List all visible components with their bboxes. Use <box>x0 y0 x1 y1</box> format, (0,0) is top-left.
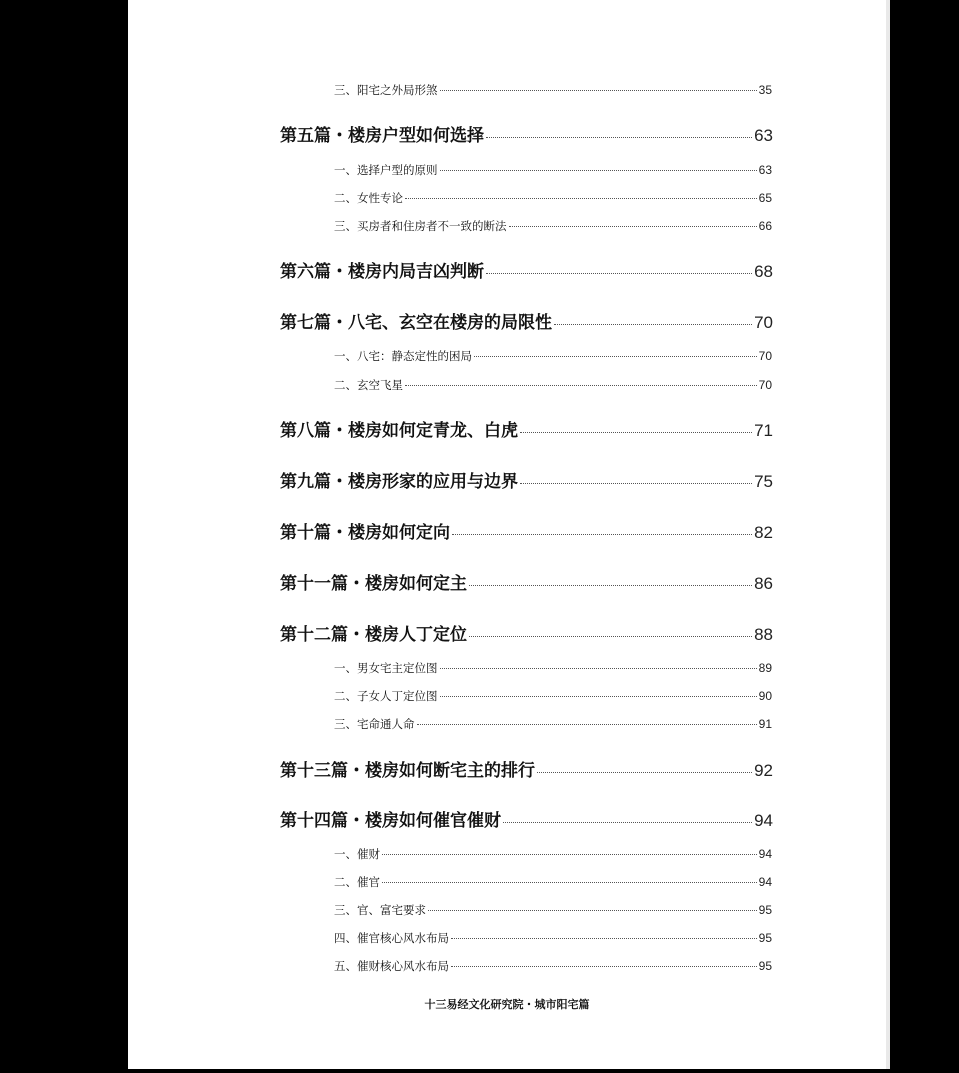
dot-leader <box>554 324 752 325</box>
dot-leader <box>469 636 752 637</box>
toc-entry[interactable] <box>334 930 772 946</box>
toc-chapter-title: 第十二篇・楼房人丁定位 <box>280 625 467 645</box>
toc-entry[interactable] <box>334 348 772 364</box>
dot-leader <box>486 137 752 138</box>
toc-entry-page: 35 <box>758 83 772 97</box>
dot-leader <box>428 910 757 911</box>
dot-leader <box>440 696 757 697</box>
toc-chapter-page: 63 <box>754 126 773 145</box>
toc-chapter-page: 75 <box>754 472 773 491</box>
toc-chapter-title: 第五篇・楼房户型如何选择 <box>280 126 484 146</box>
toc-entry[interactable] <box>334 218 772 234</box>
toc-entry[interactable] <box>334 190 772 206</box>
toc-entry-page: 95 <box>758 959 772 973</box>
dot-leader <box>382 854 757 855</box>
dot-leader <box>486 273 752 274</box>
toc-entry[interactable] <box>334 846 772 862</box>
toc-chapter[interactable] <box>280 308 773 333</box>
toc-entry[interactable] <box>334 958 772 974</box>
toc-chapter-page: 92 <box>754 761 773 780</box>
dot-leader <box>451 966 757 967</box>
dot-leader <box>520 432 752 433</box>
page-edge <box>886 0 890 1069</box>
toc-entry[interactable] <box>334 377 772 393</box>
toc-chapter-page: 71 <box>754 421 773 440</box>
toc-entry-page: 89 <box>758 661 772 675</box>
dot-leader <box>452 534 752 535</box>
toc-entry[interactable] <box>334 874 772 890</box>
toc-chapter[interactable] <box>280 620 773 645</box>
toc-entry-title: 一、八宅：静态定性的困局 <box>334 349 472 363</box>
toc-entry-title: 一、催财 <box>334 847 380 861</box>
toc-chapter-title: 第十篇・楼房如何定向 <box>280 523 450 543</box>
toc-entry-page: 94 <box>758 875 772 889</box>
toc-entry-title: 四、催官核心风水布局 <box>334 931 449 945</box>
toc-chapter[interactable] <box>280 518 773 543</box>
toc-chapter-page: 68 <box>754 262 773 281</box>
toc-chapter[interactable] <box>280 806 773 831</box>
toc-chapter-title: 第七篇・八宅、玄空在楼房的局限性 <box>280 313 552 333</box>
toc-entry-title: 三、阳宅之外局形煞 <box>334 83 438 97</box>
toc-entry[interactable] <box>334 716 772 732</box>
toc-chapter-title: 第十一篇・楼房如何定主 <box>280 574 467 594</box>
document-page <box>128 0 886 1069</box>
toc-chapter-title: 第十四篇・楼房如何催官催财 <box>280 811 501 831</box>
toc-entry-page: 70 <box>758 378 772 392</box>
toc-chapter-title: 第十三篇・楼房如何断宅主的排行 <box>280 761 535 781</box>
toc-chapter-page: 70 <box>754 313 773 332</box>
toc-chapter[interactable] <box>280 467 773 492</box>
toc-entry-title: 二、女性专论 <box>334 191 403 205</box>
toc-entry-title: 二、玄空飞星 <box>334 378 403 392</box>
toc-chapter[interactable] <box>280 121 773 146</box>
toc-entry-title: 三、官、富宅要求 <box>334 903 426 917</box>
toc-chapter-page: 94 <box>754 811 773 830</box>
dot-leader <box>474 356 757 357</box>
dot-leader <box>509 226 757 227</box>
dot-leader <box>405 198 757 199</box>
toc-entry[interactable] <box>334 82 772 98</box>
toc-chapter-page: 88 <box>754 625 773 644</box>
dot-leader <box>382 882 757 883</box>
dot-leader <box>537 772 752 773</box>
dot-leader <box>469 585 752 586</box>
toc-entry-title: 五、催财核心风水布局 <box>334 959 449 973</box>
toc-chapter[interactable] <box>280 569 773 594</box>
dot-leader <box>440 90 757 91</box>
dot-leader <box>520 483 752 484</box>
page-footer: 十三易经文化研究院・城市阳宅篇 <box>424 998 590 1011</box>
table-of-contents <box>128 0 886 1069</box>
toc-chapter-page: 82 <box>754 523 773 542</box>
toc-chapter-title: 第八篇・楼房如何定青龙、白虎 <box>280 421 518 441</box>
toc-entry-title: 三、买房者和住房者不一致的断法 <box>334 219 507 233</box>
toc-entry[interactable] <box>334 162 772 178</box>
dot-leader <box>405 385 757 386</box>
dot-leader <box>440 170 757 171</box>
toc-chapter-title: 第六篇・楼房内局吉凶判断 <box>280 262 484 282</box>
toc-entry-page: 70 <box>758 349 772 363</box>
toc-entry-page: 95 <box>758 903 772 917</box>
toc-entry-page: 63 <box>758 163 772 177</box>
dot-leader <box>451 938 757 939</box>
dot-leader <box>440 668 757 669</box>
toc-entry-page: 91 <box>758 717 772 731</box>
toc-entry[interactable] <box>334 660 772 676</box>
toc-entry-title: 一、男女宅主定位图 <box>334 661 438 675</box>
toc-chapter-page: 86 <box>754 574 773 593</box>
toc-entry-title: 二、子女人丁定位图 <box>334 689 438 703</box>
toc-chapter[interactable] <box>280 416 773 441</box>
toc-chapter[interactable] <box>280 756 773 781</box>
toc-entry[interactable] <box>334 902 772 918</box>
dot-leader <box>503 822 752 823</box>
toc-chapter[interactable] <box>280 257 773 282</box>
toc-entry-page: 95 <box>758 931 772 945</box>
toc-entry-page: 66 <box>758 219 772 233</box>
toc-entry-title: 三、宅命通人命 <box>334 717 415 731</box>
toc-entry-page: 65 <box>758 191 772 205</box>
toc-entry-page: 94 <box>758 847 772 861</box>
toc-chapter-title: 第九篇・楼房形家的应用与边界 <box>280 472 518 492</box>
toc-entry[interactable] <box>334 688 772 704</box>
dot-leader <box>417 724 757 725</box>
toc-entry-title: 一、选择户型的原则 <box>334 163 438 177</box>
toc-entry-title: 二、催官 <box>334 875 380 889</box>
toc-entry-page: 90 <box>758 689 772 703</box>
